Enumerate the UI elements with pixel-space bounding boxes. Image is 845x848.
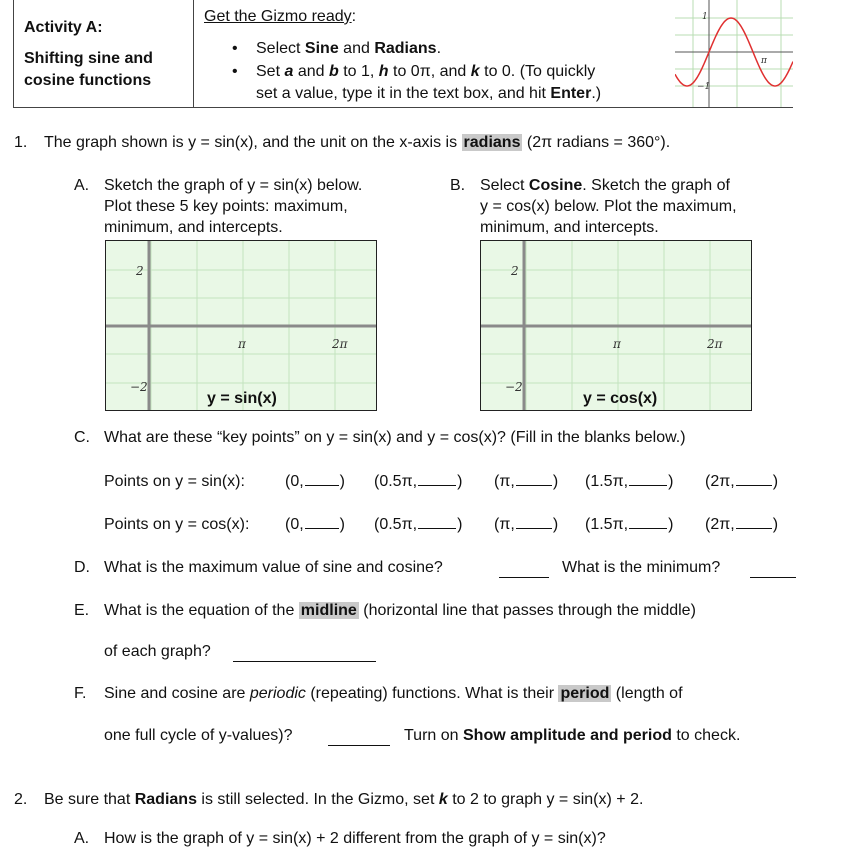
q1f-show-amplitude: Show amplitude and period bbox=[463, 727, 672, 744]
q1f-post: (length of bbox=[611, 685, 683, 702]
sin-pt5-close: ) bbox=[772, 473, 779, 490]
bullet2-a: a bbox=[284, 63, 294, 80]
bullet2-line2-pre: set a value, type it in the text box, and hit bbox=[256, 85, 551, 102]
prep-heading: Get the Gizmo ready bbox=[204, 8, 352, 25]
q1f-turn-on bbox=[404, 727, 740, 745]
q1f-blank[interactable] bbox=[328, 744, 390, 746]
bullet2-to1: to 1, bbox=[338, 63, 379, 80]
activity-subtitle-2: cosine functions bbox=[24, 72, 152, 89]
sin-point-4 bbox=[585, 473, 673, 491]
q2-post: to 2 to graph y = sin(x) + 2. bbox=[447, 791, 644, 808]
sin-pt4-close: ) bbox=[668, 473, 674, 490]
bullet2-b: b bbox=[328, 63, 339, 80]
bullet2-set: Set bbox=[256, 63, 285, 80]
sin-pt1-text: (0, bbox=[285, 473, 304, 490]
sin-point-1 bbox=[285, 473, 345, 491]
thumb-tick-m1: −1 bbox=[697, 82, 711, 92]
q1f-turn-post: to check. bbox=[671, 727, 741, 744]
q1d-text: What is the maximum value of sine and cosine? bbox=[104, 559, 443, 576]
cos-pt2-blank[interactable] bbox=[418, 527, 456, 529]
bullet1-sine: Sine bbox=[304, 40, 339, 57]
q1-text-pre: The graph shown is y = sin(x), and the unit on the x-axis is bbox=[44, 134, 462, 151]
cos-point-3 bbox=[494, 516, 558, 534]
q1d-min-blank[interactable] bbox=[750, 576, 796, 578]
cos-point-5 bbox=[705, 516, 778, 534]
sin-pt3-close: ) bbox=[552, 473, 559, 490]
activity-divider bbox=[193, 0, 194, 108]
q1a-line1: Sketch the graph of y = sin(x) below. bbox=[104, 177, 363, 194]
q1-text bbox=[44, 134, 670, 152]
cos-pt5-text: (2π, bbox=[705, 516, 735, 533]
q1e-label: E. bbox=[74, 602, 90, 619]
q1a-line3: minimum, and intercepts. bbox=[104, 219, 283, 236]
activity-title: Activity A: bbox=[24, 19, 103, 36]
thumb-tick-1: 1 bbox=[702, 12, 708, 22]
q2a-label: A. bbox=[74, 830, 90, 847]
bullet2-line2-end: .) bbox=[591, 85, 602, 102]
sine-graph-label: y = sin(x) bbox=[207, 390, 277, 407]
sin-pt2-blank[interactable] bbox=[418, 484, 456, 486]
bullet2-h: h bbox=[378, 63, 389, 80]
cos-pt1-text: (0, bbox=[285, 516, 304, 533]
bullet1-pre: Select bbox=[256, 40, 305, 57]
gizmo-thumbnail-graph bbox=[675, 0, 793, 107]
prep-colon: : bbox=[351, 8, 357, 25]
cosine-tick-2: 2 bbox=[511, 264, 519, 278]
sin-pt5-blank[interactable] bbox=[736, 484, 772, 486]
sine-tick-m2: −2 bbox=[130, 380, 148, 394]
sin-pt2-close: ) bbox=[457, 473, 463, 490]
bullet-2-line2 bbox=[256, 85, 601, 103]
bullet2-enter: Enter bbox=[550, 85, 592, 102]
sin-point-2 bbox=[374, 473, 462, 491]
q1e-midline-highlight: midline bbox=[300, 602, 357, 619]
q1e-line2: of each graph? bbox=[104, 643, 211, 660]
q1-text-post: (2π radians = 360°). bbox=[522, 134, 671, 151]
cos-points-label: Points on y = cos(x): bbox=[104, 516, 250, 533]
sin-point-3 bbox=[494, 473, 558, 491]
q1e-blank[interactable] bbox=[233, 660, 376, 662]
q1f-pre: Sine and cosine are bbox=[104, 685, 250, 702]
q1b-line1 bbox=[480, 177, 730, 195]
bullet2-to0pi: to 0π, and bbox=[388, 63, 471, 80]
cos-pt3-blank[interactable] bbox=[516, 527, 552, 529]
cos-pt3-text: (π, bbox=[494, 516, 515, 533]
q1c-label: C. bbox=[74, 429, 90, 446]
cos-pt5-close: ) bbox=[772, 516, 779, 533]
q2a-text: How is the graph of y = sin(x) + 2 different from the graph of y = sin(x)? bbox=[104, 830, 606, 847]
sin-pt4-blank[interactable] bbox=[629, 484, 667, 486]
q1f-text bbox=[104, 685, 683, 703]
bullet-1 bbox=[256, 40, 441, 58]
q1f-mid: (repeating) functions. What is their bbox=[305, 685, 559, 702]
q2-text bbox=[44, 791, 643, 809]
bullet2-and: and bbox=[293, 63, 329, 80]
cosine-graph-label: y = cos(x) bbox=[583, 390, 658, 407]
cos-pt4-text: (1.5π, bbox=[585, 516, 629, 533]
sine-tick-2: 2 bbox=[136, 264, 144, 278]
activity-subtitle-1: Shifting sine and bbox=[24, 50, 153, 67]
sin-points-label: Points on y = sin(x): bbox=[104, 473, 245, 490]
q1e-post: (horizontal line that passes through the middle) bbox=[358, 602, 696, 619]
sin-pt3-text: (π, bbox=[494, 473, 515, 490]
cosine-tick-m2: −2 bbox=[505, 380, 523, 394]
q1d-max-blank[interactable] bbox=[499, 576, 549, 578]
cos-pt3-close: ) bbox=[552, 516, 559, 533]
cos-point-2 bbox=[374, 516, 462, 534]
thumbnail-svg bbox=[675, 0, 793, 107]
q2-number: 2. bbox=[14, 791, 28, 808]
cos-pt4-close: ) bbox=[668, 516, 674, 533]
sin-pt3-blank[interactable] bbox=[516, 484, 552, 486]
sine-graph-area[interactable] bbox=[105, 240, 377, 411]
q1a-line2: Plot these 5 key points: maximum, bbox=[104, 198, 348, 215]
q1-radians-highlight: radians bbox=[463, 134, 521, 151]
bullet-dot-2: • bbox=[232, 63, 238, 80]
cosine-tick-pi: π bbox=[613, 337, 621, 351]
q1d-label: D. bbox=[74, 559, 90, 576]
q1b-pre: Select bbox=[480, 177, 529, 194]
q2-pre: Be sure that bbox=[44, 791, 135, 808]
q2-k: k bbox=[438, 791, 448, 808]
q2-mid: is still selected. In the Gizmo, set bbox=[196, 791, 439, 808]
q1b-post: . Sketch the graph of bbox=[582, 177, 730, 194]
cosine-tick-2pi: 2π bbox=[707, 337, 723, 351]
sin-pt4-text: (1.5π, bbox=[585, 473, 629, 490]
sine-tick-pi: π bbox=[238, 337, 246, 351]
q1a-label: A. bbox=[74, 177, 90, 194]
cos-pt2-close: ) bbox=[457, 516, 463, 533]
q1f-line2: one full cycle of y-values)? bbox=[104, 727, 293, 744]
cos-point-1 bbox=[285, 516, 345, 534]
cosine-graph-area[interactable] bbox=[480, 240, 752, 411]
cos-point-4 bbox=[585, 516, 673, 534]
thumb-tick-pi: π bbox=[761, 56, 767, 66]
bullet1-mid: and bbox=[338, 40, 375, 57]
q1f-period-highlight: period bbox=[560, 685, 610, 702]
sin-pt1-close: ) bbox=[339, 473, 345, 490]
q1f-turn-pre: Turn on bbox=[404, 727, 463, 744]
bullet-dot-1: • bbox=[232, 40, 238, 57]
cos-pt4-blank[interactable] bbox=[629, 527, 667, 529]
q1e-text bbox=[104, 602, 696, 620]
bullet-2-line1 bbox=[256, 63, 595, 81]
sin-pt5-text: (2π, bbox=[705, 473, 735, 490]
q2-radians: Radians bbox=[134, 791, 197, 808]
bullet2-rest: to 0. (To quickly bbox=[479, 63, 596, 80]
q1b-line3: minimum, and intercepts. bbox=[480, 219, 659, 236]
q1c-text: What are these “key points” on y = sin(x) and y = cos(x)? (Fill in the blanks below.) bbox=[104, 429, 686, 446]
sin-pt1-blank[interactable] bbox=[305, 484, 339, 486]
q1-number: 1. bbox=[14, 134, 28, 151]
cos-pt2-text: (0.5π, bbox=[374, 516, 418, 533]
q1b-cosine: Cosine bbox=[528, 177, 583, 194]
bullet2-k: k bbox=[470, 63, 480, 80]
cos-pt1-blank[interactable] bbox=[305, 527, 339, 529]
q1f-periodic: periodic bbox=[249, 685, 306, 702]
sin-pt2-text: (0.5π, bbox=[374, 473, 418, 490]
prep-heading-row bbox=[204, 8, 356, 26]
q1d-text2: What is the minimum? bbox=[562, 559, 721, 576]
bullet1-end: . bbox=[436, 40, 442, 57]
sine-tick-2pi: 2π bbox=[332, 337, 348, 351]
bullet1-radians: Radians bbox=[374, 40, 437, 57]
cos-pt1-close: ) bbox=[339, 516, 345, 533]
cos-pt5-blank[interactable] bbox=[736, 527, 772, 529]
sin-point-5 bbox=[705, 473, 778, 491]
q1f-label: F. bbox=[74, 685, 87, 702]
q1b-line2: y = cos(x) below. Plot the maximum, bbox=[480, 198, 737, 215]
q1e-pre: What is the equation of the bbox=[104, 602, 299, 619]
q1b-label: B. bbox=[450, 177, 466, 194]
